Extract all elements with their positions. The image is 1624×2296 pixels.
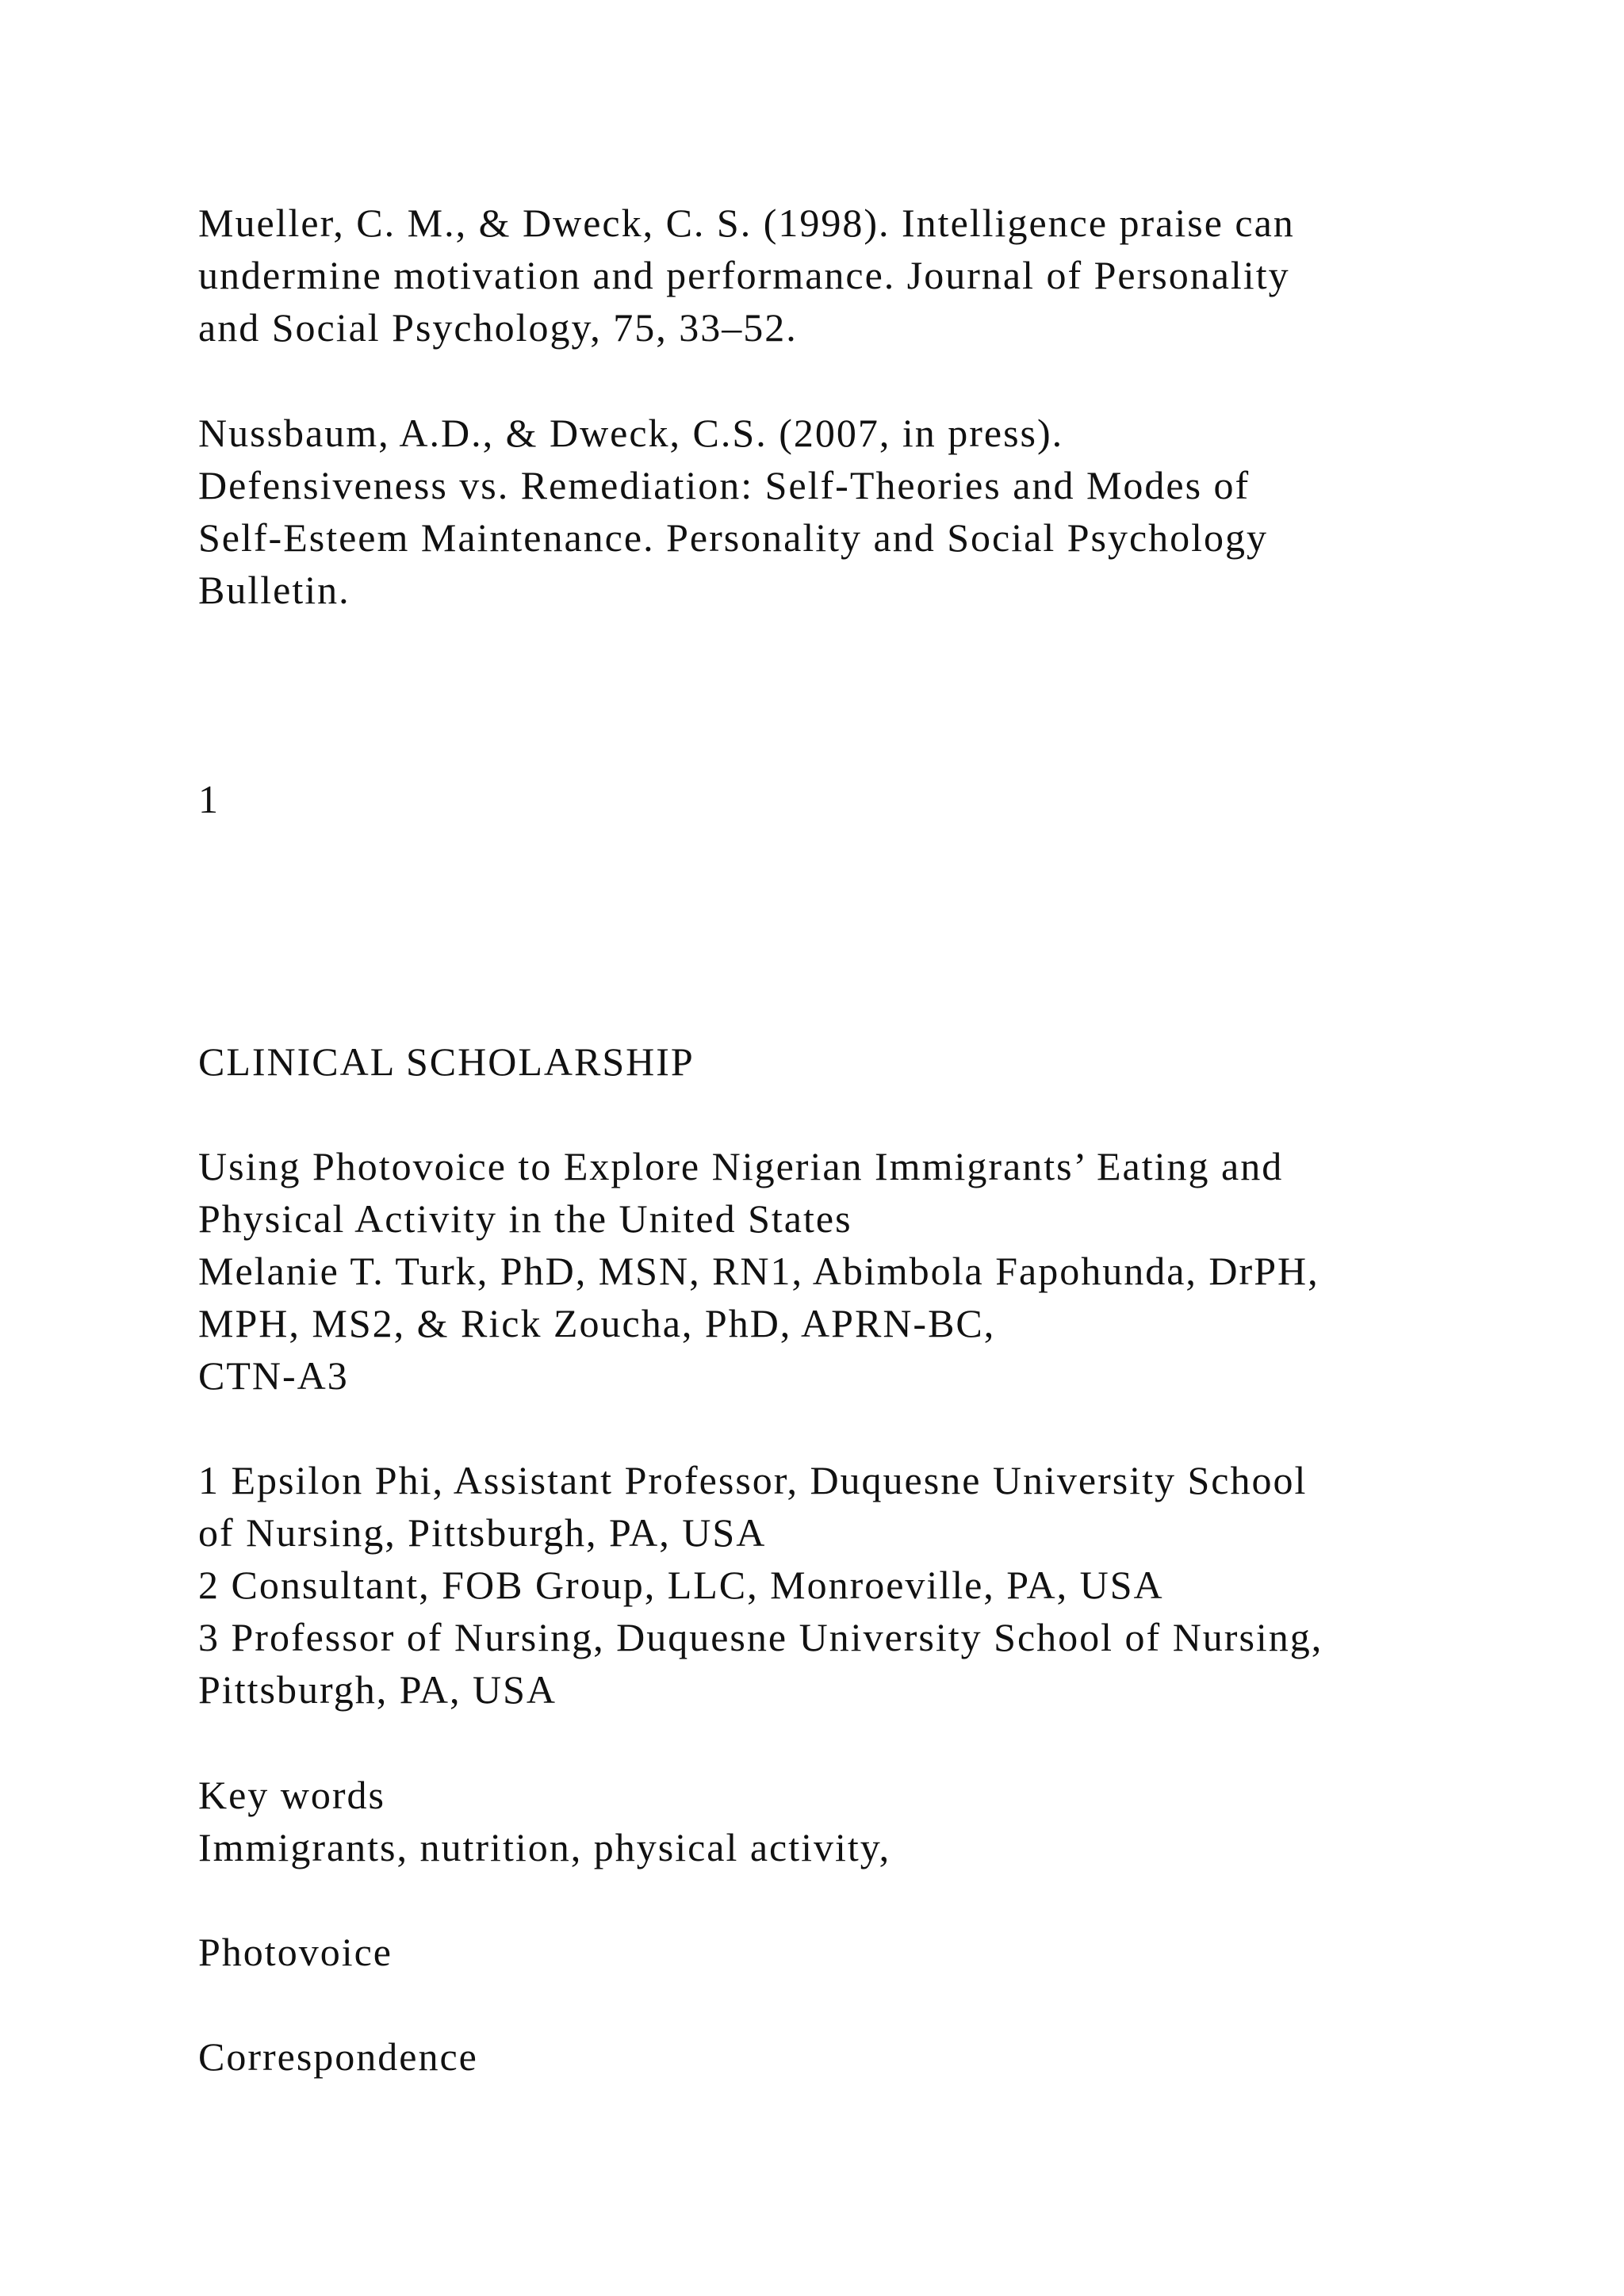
article-title-line-1: Using Photovoice to Explore Nigerian Immigrants’ Eating and [198, 1144, 1284, 1188]
reference-nussbaum-line-4: Bulletin. [198, 568, 350, 612]
keywords-label: Key words [198, 1773, 386, 1817]
reference-nussbaum-line-1: Nussbaum, A.D., & Dweck, C.S. (2007, in press). [198, 411, 1064, 455]
affiliation-line-2: of Nursing, Pittsburgh, PA, USA [198, 1510, 767, 1555]
affiliation-line-4: 3 Professor of Nursing, Duquesne University School of Nursing, [198, 1615, 1323, 1659]
reference-nussbaum-line-2: Defensiveness vs. Remediation: Self-Theories and Modes of [198, 463, 1251, 507]
affiliation-line-3: 2 Consultant, FOB Group, LLC, Monroeville, PA, USA [198, 1563, 1164, 1607]
affiliation-line-5: Pittsburgh, PA, USA [198, 1667, 557, 1712]
reference-mueller-line-1: Mueller, C. M., & Dweck, C. S. (1998). Intelligence praise can [198, 201, 1295, 245]
authors-line-2: MPH, MS2, & Rick Zoucha, PhD, APRN-BC, [198, 1301, 996, 1345]
affiliation-line-1: 1 Epsilon Phi, Assistant Professor, Duquesne University School [198, 1458, 1308, 1502]
section-heading: CLINICAL SCHOLARSHIP [198, 1039, 695, 1084]
authors-line-1: Melanie T. Turk, PhD, MSN, RN1, Abimbola Fapohunda, DrPH, [198, 1249, 1320, 1293]
article-title-line-2: Physical Activity in the United States [198, 1196, 852, 1241]
reference-nussbaum-line-3: Self-Esteem Maintenance. Personality and Social Psychology [198, 515, 1269, 560]
page-number: 1 [198, 777, 220, 821]
keywords-line-1: Immigrants, nutrition, physical activity, [198, 1825, 891, 1869]
reference-mueller-line-3: and Social Psychology, 75, 33–52. [198, 305, 798, 350]
reference-mueller-line-2: undermine motivation and performance. Journal of Personality [198, 253, 1290, 297]
correspondence-label: Correspondence [198, 2034, 478, 2079]
authors-line-3: CTN-A3 [198, 1353, 349, 1398]
keywords-line-2: Photovoice [198, 1930, 393, 1974]
